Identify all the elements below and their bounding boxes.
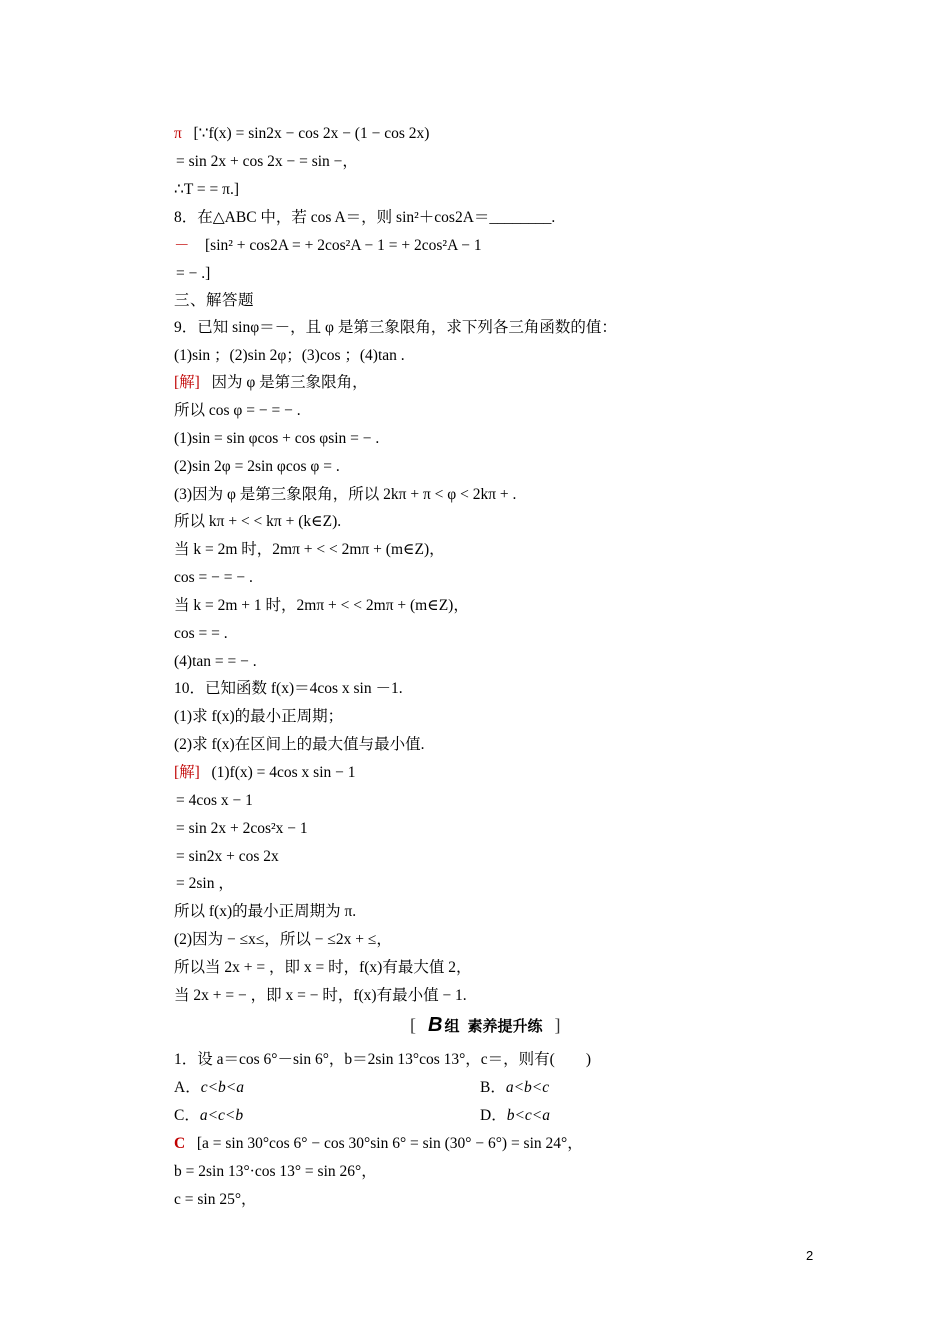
text-line bbox=[174, 236, 482, 256]
line-text: [∵f(x) = sin2x − cos 2x − (1 − cos 2x) bbox=[193, 125, 430, 142]
option-label: C． bbox=[174, 1107, 200, 1124]
option-a bbox=[174, 1078, 244, 1098]
text-line bbox=[174, 373, 368, 393]
section-heading bbox=[174, 291, 254, 311]
question-10 bbox=[174, 679, 403, 699]
text-line bbox=[174, 485, 516, 505]
text-line bbox=[174, 902, 356, 922]
option-b bbox=[480, 1078, 549, 1098]
line-text: = 4cos x − 1 bbox=[176, 792, 253, 809]
line-text: c = sin 25°， bbox=[174, 1191, 257, 1208]
text-line bbox=[174, 401, 301, 421]
question-8 bbox=[174, 208, 555, 228]
line-text: 1．设 a＝cos 6°－sin 6°，b＝2sin 13°cos 13°，c＝，则有( ) bbox=[174, 1051, 592, 1068]
line-text: (1)sin = sin φcos + cos φsin = − . bbox=[174, 430, 380, 447]
answer-marker: π bbox=[174, 125, 182, 142]
line-text: 三、解答题 bbox=[174, 292, 255, 309]
line-text: 所以 kπ + < < kπ + (k∈Z). bbox=[174, 513, 342, 530]
group-badge-icon: B bbox=[428, 1014, 443, 1036]
line-text: (3)因为 φ 是第三象限角，所以 2kπ + π < φ < 2kπ + . bbox=[174, 486, 517, 503]
line-text: cos = = . bbox=[174, 625, 228, 642]
option-text: c<b<a bbox=[200, 1079, 245, 1096]
line-text: 所以当 2x + = ，即 x = 时，f(x)有最大值 2， bbox=[174, 959, 472, 976]
line-text: (1)f(x) = 4cos x sin − 1 bbox=[211, 764, 356, 781]
line-text: (2)因为 − ≤x≤，所以 − ≤2x + ≤， bbox=[174, 931, 392, 948]
line-text: cos = − = − . bbox=[174, 569, 253, 586]
option-d bbox=[480, 1106, 550, 1126]
text-line bbox=[176, 791, 253, 811]
text-line bbox=[174, 512, 341, 532]
answer-marker: － bbox=[174, 237, 190, 254]
option-label: A． bbox=[174, 1079, 201, 1096]
solution-marker: [解] bbox=[174, 374, 200, 391]
text-line bbox=[174, 457, 340, 477]
line-text: 所以 cos φ = − = − . bbox=[174, 402, 301, 419]
text-line bbox=[174, 1134, 583, 1154]
line-text: (1)sin ；(2)sin 2φ；(3)cos ；(4)tan . bbox=[174, 347, 405, 364]
line-text: (2)求 f(x)在区间上的最大值与最小值. bbox=[174, 736, 425, 753]
text-line bbox=[174, 763, 356, 783]
text-line bbox=[176, 847, 279, 867]
line-text: = sin 2x + cos 2x − = sin −， bbox=[176, 153, 358, 170]
option-text: a<b<c bbox=[505, 1079, 550, 1096]
line-text: 当 k = 2m + 1 时，2mπ + < < 2mπ + (m∈Z)， bbox=[174, 597, 469, 614]
group-b-heading bbox=[410, 1014, 560, 1038]
answer-marker: C bbox=[174, 1135, 186, 1152]
line-text: b = 2sin 13°·cos 13° = sin 26°， bbox=[174, 1163, 377, 1180]
solution-marker: [解] bbox=[174, 764, 200, 781]
option-c bbox=[174, 1106, 243, 1126]
line-text: (1)求 f(x)的最小正周期； bbox=[174, 708, 344, 725]
line-text: (2)sin 2φ = 2sin φcos φ = . bbox=[174, 458, 340, 475]
group-label: 组 bbox=[444, 1017, 460, 1035]
option-label: D． bbox=[480, 1107, 507, 1124]
text-line bbox=[174, 652, 257, 672]
line-text: = − .] bbox=[176, 265, 211, 282]
line-text: = sin 2x + 2cos²x − 1 bbox=[176, 820, 308, 837]
option-text: a<c<b bbox=[199, 1107, 244, 1124]
text-line bbox=[174, 1162, 377, 1182]
line-text: [sin² + cos2A = + 2cos²A − 1 = + 2cos²A − 1 bbox=[205, 237, 482, 254]
text-line bbox=[174, 596, 469, 616]
text-line bbox=[176, 152, 358, 172]
line-text: [a = sin 30°cos 6° − cos 30°sin 6° = sin (30° − 6°) = sin 24°， bbox=[196, 1135, 583, 1152]
text-line bbox=[174, 346, 405, 366]
line-text: = 2sin ， bbox=[176, 875, 234, 892]
line-text: = sin2x + cos 2x bbox=[176, 848, 279, 865]
option-text: b<c<a bbox=[506, 1107, 551, 1124]
left-bracket: [ bbox=[410, 1015, 416, 1035]
line-text: (4)tan = = − . bbox=[174, 653, 257, 670]
line-text: 9．已知 sinφ＝－，且 φ 是第三象限角，求下列各三角函数的值： bbox=[174, 319, 617, 336]
text-line bbox=[174, 180, 239, 200]
text-line bbox=[174, 986, 467, 1006]
text-line bbox=[174, 735, 425, 755]
line-text: 所以 f(x)的最小正周期为 π. bbox=[174, 903, 357, 920]
line-text: 当 2x + = − ，即 x = − 时，f(x)有最小值 − 1. bbox=[174, 987, 467, 1004]
text-line bbox=[174, 1190, 257, 1210]
text-line bbox=[174, 540, 445, 560]
text-line bbox=[176, 264, 210, 284]
line-text: 8．在△ABC 中，若 cos A＝，则 sin²＋cos2A＝________. bbox=[174, 209, 556, 226]
text-line bbox=[174, 624, 228, 644]
question-9 bbox=[174, 318, 617, 338]
line-text: ∴T = = π.] bbox=[174, 181, 240, 198]
text-line bbox=[176, 819, 308, 839]
line-text: 当 k = 2m 时，2mπ + < < 2mπ + (m∈Z)， bbox=[174, 541, 445, 558]
option-label: B． bbox=[480, 1079, 506, 1096]
right-bracket: ] bbox=[554, 1015, 561, 1035]
text-line bbox=[174, 429, 379, 449]
line-text: 因为 φ 是第三象限角， bbox=[211, 374, 368, 391]
text-line bbox=[174, 958, 471, 978]
text-line bbox=[174, 930, 392, 950]
text-line bbox=[174, 568, 253, 588]
text-line bbox=[174, 124, 429, 144]
text-line bbox=[174, 707, 343, 727]
question-1 bbox=[174, 1050, 591, 1070]
line-text: 10．已知函数 f(x)＝4cos x sin －1. bbox=[174, 680, 403, 697]
page-number: 2 bbox=[806, 1248, 814, 1263]
text-line bbox=[176, 874, 234, 894]
group-title: 素养提升练 bbox=[467, 1017, 543, 1035]
